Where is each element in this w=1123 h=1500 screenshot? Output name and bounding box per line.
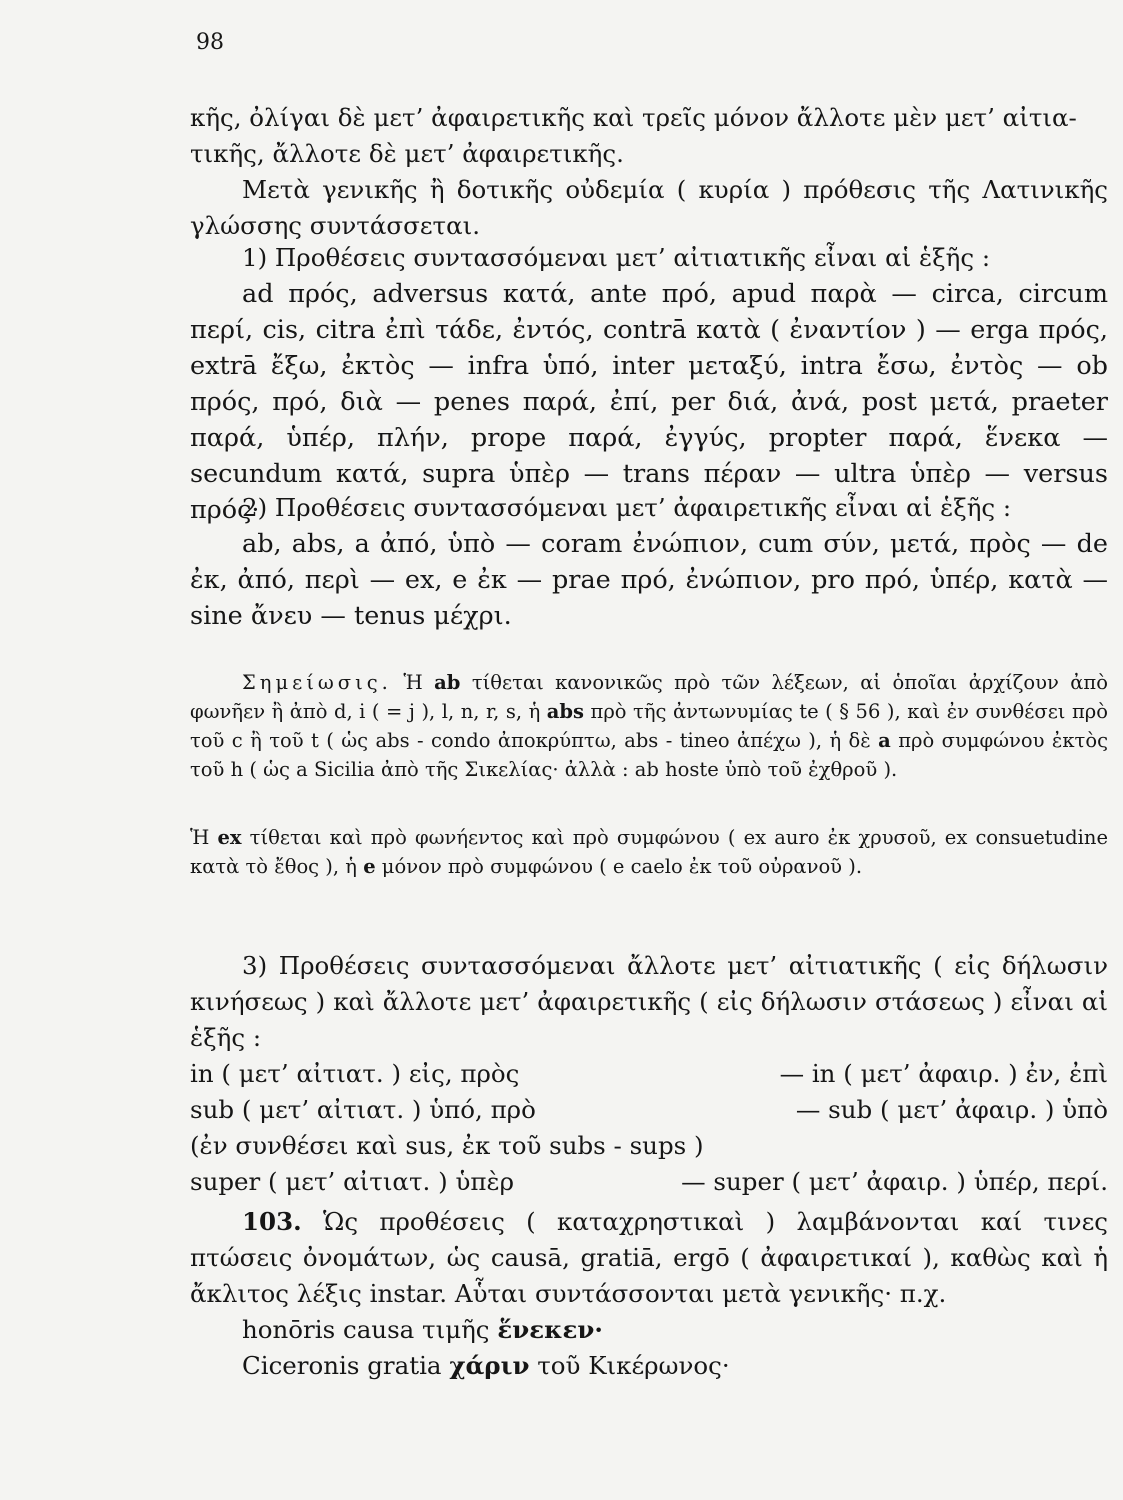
page-number: 98 [196, 30, 224, 55]
preposition-list: ad πρός, adversus κατά, ante πρό, apud παρὰ — circa, circum περί, cis, citra ἐπὶ τάδε, ἐντός, contrā κατὰ ( ἐναντίον ) — erga πρός, extrā ἔξω, ἐκτὸς — infra ὑπό, inter μεταξύ, intra ἔσω, ἐντὸς — ob πρός, πρό, διὰ — penes παρά, ἐπί, per διά, ἀνά, post μετά, praeter παρά, ὑπέρ, πλήν, prope παρά, ἐγγύς, propter παρά, ἕνεκα — secundum κατά, supra ὑπὲρ — trans πέραν — ultra ὑπὲρ — versus πρός· [190, 279, 1108, 525]
paragraph-meta: Μετὰ γενικῆς ἢ δοτικῆς οὐδεμία ( κυρία ) πρόθεσις τῆς Λατινικῆς γλώσσης συντάσσεται. [190, 175, 1108, 240]
prep-row-super: super ( μετ’ αἰτιατ. ) ὑπὲρ — super ( μετ’ ἀφαιρ. ) ὑπέρ, περί. [190, 1167, 1108, 1196]
prep-row-in: in ( μετ’ αἰτιατ. ) εἰς, πρὸς — in ( μετ’ ἀφαιρ. ) ἐν, ἐπὶ [190, 1059, 1108, 1088]
example-1: honōris causa τιμῆς ἕνεκεν· [242, 1315, 603, 1344]
text-line: κῆς, ὀλίγαι δὲ μετ’ ἀφαιρετικῆς καὶ τρεῖς μόνον ἄλλοτε μὲν μετ’ αἰτια- [190, 103, 1077, 132]
section-heading: 1) Προθέσεις συντασσόμεναι μετ’ αἰτιατικῆς εἶναι αἱ ἑξῆς : [242, 243, 991, 272]
section-103: 103. Ὡς προθέσεις ( καταχρηστικαὶ ) λαμβάνονται καί τινες πτώσεις ὀνομάτων, ὡς causā, gratiā, ergō ( ἀφαιρετικαί ), καθὼς καὶ ἡ ἄκλιτος λέξις instar. Αὗται συντάσσονται μετὰ γενικῆς· π.χ. honōris causa τιμῆς ἕνεκεν· Ciceronis gratia χάριν τοῦ Κικέρωνος· [190, 1204, 1108, 1384]
note-label: Σημείωσις. [242, 671, 392, 694]
section-heading: 3) Προθέσεις συντασσόμεναι ἄλλοτε μετ’ αἰτιατικῆς ( εἰς δήλωσιν κινήσεως ) καὶ ἄλλοτε μετ’ ἀφαιρετικῆς ( εἰς δήλωσιν στάσεως ) εἶναι αἱ ἑξῆς : [190, 951, 1108, 1052]
section-1 [190, 240, 1108, 528]
section-2 [190, 490, 1108, 634]
prep-row-sub: sub ( μετ’ αἰτιατ. ) ὑπό, πρὸ — sub ( μετ’ ἀφαιρ. ) ὑπὸ [190, 1095, 1108, 1124]
section-number: 103. [242, 1207, 302, 1236]
section-3 [190, 948, 1108, 1200]
note-2: Ἡ ex τίθεται καὶ πρὸ φωνήεντος καὶ πρὸ συμφώνου ( ex auro ἐκ χρυσοῦ, ex consuetudine κατὰ τὸ ἔθος ), ἡ e μόνον πρὸ συμφώνου ( e caelo ἐκ τοῦ οὐρανοῦ ). [190, 826, 1108, 878]
note-1: Σημείωσις. Ἡ ab τίθεται κανονικῶς πρὸ τῶν λέξεων, αἱ ὁποῖαι ἀρχίζουν ἀπὸ φωνῆεν ἢ ἀπὸ d, i ( = j ), l, n, r, s, ἡ abs πρὸ τῆς ἀντωνυμίας te ( § 56 ), καὶ ἐν συνθέσει πρὸ τοῦ c ἢ τοῦ t ( ὡς abs - condo ἀποκρύπτω, abs - tineo ἀπέχω ), ἡ δὲ a πρὸ συμφώνου ἐκτὸς τοῦ h ( ὡς a Sicilia ἀπὸ τῆς Σικελίας· ἀλλὰ : ab hoste ὑπὸ τοῦ ἐχθροῦ ). [190, 671, 1108, 781]
paragraph-continuation [190, 100, 1108, 172]
text-line: τικῆς, ἄλλοτε δὲ μετ’ ἀφαιρετικῆς. [190, 139, 624, 168]
preposition-list: ab, abs, a ἀπό, ὑπὸ — coram ἐνώπιον, cum σύν, μετά, πρὸς — de ἐκ, ἀπό, περὶ — ex, e ἐκ — prae πρό, ἐνώπιον, pro πρό, ὑπέρ, κατὰ — sine ἄνευ — tenus μέχρι. [190, 529, 1108, 631]
section-heading: 2) Προθέσεις συντασσόμεναι μετ’ ἀφαιρετικῆς εἶναι αἱ ἑξῆς : [242, 493, 1012, 522]
example-2: Ciceronis gratia χάριν τοῦ Κικέρωνος· [242, 1351, 730, 1380]
sub-note: (ἐν συνθέσει καὶ sus, ἐκ τοῦ subs - sups ) [190, 1131, 704, 1160]
